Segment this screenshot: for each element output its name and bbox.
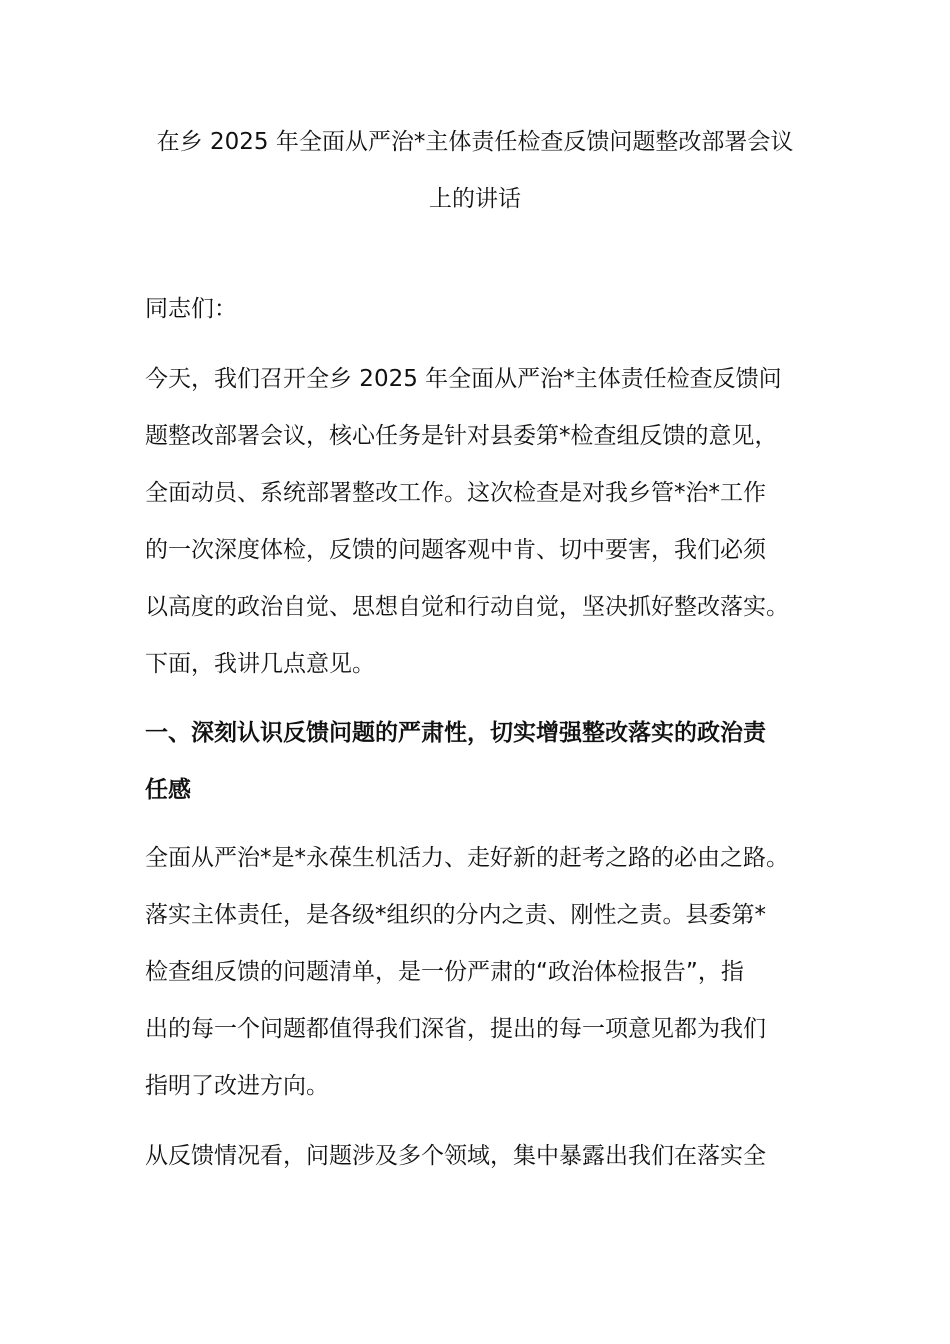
paragraph-1-line-6: 下面，我讲几点意见。 xyxy=(145,651,375,677)
paragraph-1-line-3: 全面动员、系统部署整改工作。这次检查是对我乡管*治*工作 xyxy=(145,480,766,506)
paragraph-1-line-2: 题整改部署会议，核心任务是针对县委第*检查组反馈的意见， xyxy=(145,423,778,449)
paragraph-2-line-2: 落实主体责任，是各级*组织的分内之责、刚性之责。县委第* xyxy=(145,902,766,928)
paragraph-3-line-1: 从反馈情况看，问题涉及多个领域，集中暴露出我们在落实全 xyxy=(145,1143,766,1169)
paragraph-2-line-4: 出的每一个问题都值得我们深省，提出的每一项意见都为我们 xyxy=(145,1016,766,1042)
section-heading-1-line-1: 一、深刻认识反馈问题的严肃性，切实增强整改落实的政治责 xyxy=(145,720,766,746)
paragraph-2-line-3: 检查组反馈的问题清单，是一份严肃的“政治体检报告”，指 xyxy=(145,959,744,985)
paragraph-1-line-1: 今天，我们召开全乡 2025 年全面从严治*主体责任检查反馈问 xyxy=(145,366,782,392)
document-title-line-1: 在乡 2025 年全面从严治*主体责任检查反馈问题整改部署会议 xyxy=(156,129,794,155)
paragraph-1-line-4: 的一次深度体检，反馈的问题客观中肯、切中要害，我们必须 xyxy=(145,537,766,563)
section-heading-1-line-2: 任感 xyxy=(145,777,191,803)
paragraph-1-line-5: 以高度的政治自觉、思想自觉和行动自觉，坚决抓好整改落实。 xyxy=(145,594,789,620)
paragraph-2-line-1: 全面从严治*是*永葆生机活力、走好新的赶考之路的必由之路。 xyxy=(145,845,789,871)
paragraph-2-line-5: 指明了改进方向。 xyxy=(145,1073,329,1099)
greeting: 同志们： xyxy=(145,296,237,322)
document-title-line-2: 上的讲话 xyxy=(429,186,521,212)
